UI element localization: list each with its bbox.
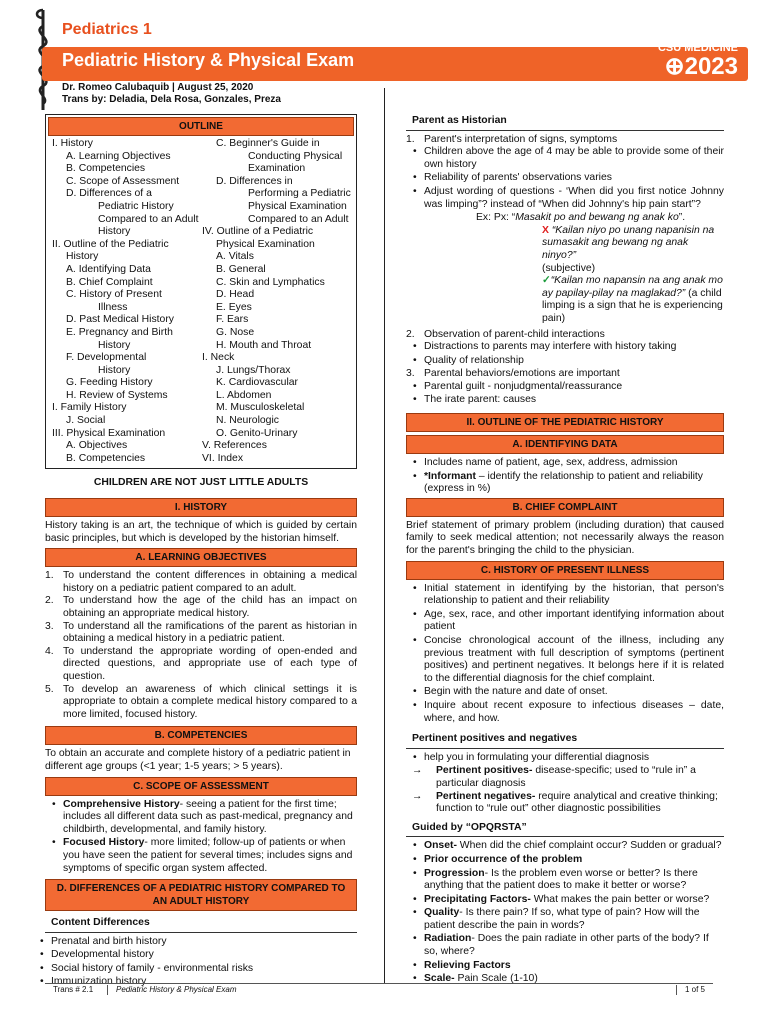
outline-item: Physical Examination — [248, 200, 347, 212]
outline-item: O. Genito-Urinary — [216, 427, 298, 439]
outline-title: OUTLINE — [48, 117, 354, 136]
competencies-heading: B. COMPETENCIES — [45, 726, 357, 745]
list-item: • Scale- Pain Scale (1-10) — [406, 973, 724, 986]
list-item: • Includes name of patient, age, sex, address, admission — [406, 457, 724, 470]
outline-item: H. Review of Systems — [66, 389, 168, 401]
outline-item: B. General — [216, 263, 266, 275]
outline-item: A. Objectives — [66, 440, 128, 452]
outline-item: D. Head — [216, 289, 255, 301]
pediatric-history-outline-heading: II. OUTLINE OF THE PEDIATRIC HISTORY — [406, 413, 724, 432]
outline-item: Performing a Pediatric — [248, 188, 351, 200]
list-item: 1. To understand the content differences in obtaining a medical history on a pediatric patient compared to an adult. — [45, 570, 357, 594]
outline-item: L. Abdomen — [216, 389, 272, 401]
list-item: • *Informant – identify the relationship to patient and reliability (express in %) — [406, 471, 724, 496]
outline-item: G. Feeding History — [66, 377, 153, 389]
outline-item: Conducting Physical — [248, 150, 343, 162]
outline-item: History — [98, 339, 131, 351]
opqrsta-list — [406, 840, 724, 986]
outline-item: C. History of Present — [66, 289, 162, 301]
list-item: • Quality- Is there pain? If so, what type of pain? How will the patient describe the pain in words? — [406, 907, 724, 932]
outline-item: K. Cardiovascular — [216, 377, 299, 389]
page-footer — [45, 983, 713, 995]
outline-item: I. Neck — [202, 352, 235, 364]
tagline: CHILDREN ARE NOT JUST LITTLE ADULTS — [93, 477, 309, 489]
outline-item: F. Developmental — [66, 352, 147, 364]
competencies-text: To obtain an accurate and complete history of a pediatric patient in different age groups (<1 year; 1-5 years; > 5 years). — [45, 748, 351, 772]
column-divider — [384, 88, 385, 984]
differences-list — [33, 936, 357, 989]
list-item: • Initial statement in identifying by the historian, that person's relationship to patient and their reliability — [406, 583, 724, 608]
outline-item: D. Differences of a — [66, 188, 152, 200]
outline-item: D. Differences in — [216, 175, 293, 187]
outline-item: F. Ears — [216, 314, 249, 326]
arrow-icon: → — [412, 790, 423, 802]
list-item: • Comprehensive History- seeing a patient for the first time; includes all different data such as past-medical, pregnancy and childbirth, developmental, and family history. — [45, 799, 357, 837]
left-column — [45, 114, 357, 990]
page-number: 1 of 5 — [676, 985, 705, 995]
identifying-data-heading: A. IDENTIFYING DATA — [406, 435, 724, 454]
list-item: • Begin with the nature and date of onset. — [406, 686, 724, 699]
history-heading: I. HISTORY — [45, 498, 357, 517]
check-icon: ✓ — [542, 275, 551, 287]
author-line: Dr. Romeo Calubaquib | August 25, 2020 — [62, 82, 254, 93]
outline-item: History — [98, 364, 131, 376]
list-item: • Progression- Is the problem even worse or better? Is there anything that the patient does to make it better or worse? — [406, 868, 724, 893]
scope-list — [45, 799, 357, 876]
outline-right — [202, 138, 352, 465]
outline-item: Compared to an Adult — [248, 213, 349, 225]
objectives-list — [45, 570, 357, 721]
outline-item: Compared to an Adult — [98, 213, 199, 225]
outline-box — [45, 114, 357, 469]
outline-item: D. Past Medical History — [66, 314, 174, 326]
pertinent-heading: Pertinent positives and negatives — [412, 733, 578, 745]
page-title: Pediatric History & Physical Exam — [62, 50, 355, 70]
outline-item: C. Scope of Assessment — [66, 175, 180, 187]
outline-item: G. Nose — [216, 326, 255, 338]
list-item: 3. Parental behaviors/emotions are important — [406, 368, 620, 380]
list-item: → Pertinent positives- disease-specific; used to “rule in” a particular diagnosis — [412, 765, 696, 789]
outline-item: J. Social — [66, 415, 106, 427]
outline-item: III. Physical Examination — [52, 427, 166, 439]
parent-historian-heading: Parent as Historian — [412, 115, 507, 126]
list-item: • help you in formulating your differential diagnosis — [406, 752, 724, 765]
outline-item: C. Beginner's Guide in — [216, 138, 320, 149]
list-item: • Concise chronological account of the illness, including any previous treatment with full description of symptoms (pertinent positives) and pertinent negatives. It belongs here if it is related to the differential diagnosis for the chief complaint. — [406, 635, 724, 685]
chief-complaint-text: Brief statement of primary problem (including duration) that caused family to seek medical attention; not necessarily always the reason for the parent's bringing the child to the physician. — [406, 519, 724, 557]
list-item: • Radiation- Does the pain radiate in other parts of the body? If so, where? — [406, 933, 724, 958]
outline-item: Physical Examination — [216, 238, 315, 250]
outline-item: History — [98, 226, 131, 238]
list-item: • The irate parent: causes — [406, 394, 724, 407]
school-logo — [658, 43, 738, 79]
outline-left — [52, 138, 202, 465]
history-intro: History taking is an art, the technique of which is guided by certain basic principles, but which is developed by the historian himself. — [45, 520, 357, 544]
outline-item: J. Lungs/Thorax — [216, 364, 291, 376]
chief-complaint-heading: B. CHIEF COMPLAINT — [406, 498, 724, 517]
list-item: 4. To understand the appropriate wording of open-ended and directed questions, and appropriate use of each type of question. — [45, 645, 357, 682]
list-item: → Pertinent negatives- require analytical and creative thinking; function to “rule out” other diagnostic possibilities — [412, 790, 718, 815]
outline-item: I. Family History — [52, 402, 127, 414]
list-item: • Prenatal and birth history — [33, 936, 357, 949]
list-item: • Relieving Factors — [406, 960, 724, 973]
list-item: • Immunization history — [33, 976, 357, 989]
list-item: 3. To understand all the ramifications of the parent as historian in obtaining a medical history in a pediatric patient. — [45, 620, 357, 645]
outline-item: E. Eyes — [216, 301, 252, 313]
outline-item: B. Chief Complaint — [66, 276, 153, 288]
course-brand: Pediatrics 1 — [62, 21, 152, 38]
outline-item: II. Outline of the Pediatric — [52, 238, 169, 250]
learning-objectives-heading: A. LEARNING OBJECTIVES — [45, 548, 357, 567]
list-item: • Age, sex, race, and other important identifying information about patient — [406, 609, 724, 634]
school-name: CSU MEDICINE — [657, 42, 738, 54]
outline-item: E. Pregnancy and Birth — [66, 326, 173, 338]
present-illness-heading: C. HISTORY OF PRESENT ILLNESS — [406, 561, 724, 580]
list-item: • Developmental history — [33, 949, 357, 962]
opqrsta-heading: Guided by “OPQRSTA” — [412, 821, 527, 833]
list-item: 2. Observation of parent-child interactions — [406, 328, 605, 340]
outline-item: B. Competencies — [66, 163, 146, 175]
footer-topic: Pediatric History & Physical Exam — [107, 985, 236, 995]
list-item: 2. To understand how the age of the child has an impact on obtaining an appropriate medical history. — [45, 595, 357, 619]
list-item: • Quality of relationship — [406, 355, 724, 368]
outline-item: B. Competencies — [66, 452, 146, 464]
content-differences-label: Content Differences — [51, 917, 150, 929]
outline-item: M. Musculoskeletal — [216, 402, 305, 414]
list-item: 5. To develop an awareness of which clinical settings it is appropriate to obtain a complete medical history compared to a more limited, focused history. — [45, 683, 357, 720]
plus-icon: ⊕ — [664, 53, 685, 80]
list-item: 1. Parent's interpretation of signs, symptoms — [406, 133, 618, 145]
list-item: • Reliability of parents' observations varies — [406, 172, 724, 185]
outline-item: A. Vitals — [216, 251, 254, 263]
author-block — [62, 82, 281, 106]
batch-year: 2023 — [684, 53, 738, 80]
list-item: • Distractions to parents may interfere with history taking — [406, 341, 724, 354]
right-column — [406, 115, 724, 987]
list-item: • Social history of family - environmental risks — [33, 963, 357, 976]
trans-by-line: Trans by: Deladia, Dela Rosa, Gonzales, Preza — [62, 94, 281, 105]
outline-item: Examination — [248, 163, 306, 175]
trans-number: Trans # 2.1 — [53, 985, 94, 994]
outline-item: N. Neurologic — [216, 415, 279, 427]
outline-item: History — [66, 251, 99, 263]
outline-item: I. History — [52, 138, 93, 149]
scope-heading: C. SCOPE OF ASSESSMENT — [45, 777, 357, 796]
list-item: • Children above the age of 4 may be able to provide some of their own history — [406, 146, 724, 171]
differences-heading: D. DIFFERENCES OF A PEDIATRIC HISTORY COMPARED TO AN ADULT HISTORY — [45, 879, 357, 911]
list-item: • Onset- When did the chief complaint occur? Sudden or gradual? — [406, 840, 724, 853]
list-item: • Inquire about recent exposure to infectious diseases – date, where, and how. — [406, 700, 724, 725]
list-item: • Precipitating Factors- What makes the pain better or worse? — [406, 894, 724, 907]
outline-item: A. Learning Objectives — [66, 150, 171, 162]
title-banner — [42, 42, 748, 81]
outline-item: Illness — [98, 301, 128, 313]
example-line: Ex: Px: “Masakit po and bewang ng anak ko”. — [476, 212, 686, 224]
outline-item: H. Mouth and Throat — [216, 339, 312, 351]
outline-item: VI. Index — [202, 452, 244, 464]
outline-item: V. References — [202, 440, 267, 452]
outline-item: C. Skin and Lymphatics — [216, 276, 325, 288]
outline-item: IV. Outline of a Pediatric — [202, 226, 314, 238]
list-item: • Focused History- more limited; follow-up of patients or when you have seen the patient for several times; includes signs and symptoms of specific organ system affected. — [45, 837, 357, 875]
correct-example: ✓“Kailan mo napansin na ang anak mo ay papilay-pilay na maglakad?” (a child limping is a sign that he is experiencing pain) — [542, 275, 723, 324]
cross-icon: X — [542, 224, 549, 236]
outline-item: Pediatric History — [98, 200, 174, 212]
list-item: • Parental guilt - nonjudgmental/reassurance — [406, 381, 724, 394]
list-item: • Adjust wording of questions - ‘When did you first notice Johnny was limping”? instead of “When did Johnny's hip pain start”? — [406, 186, 724, 211]
list-item: • Prior occurrence of the problem — [406, 854, 724, 867]
incorrect-example: X “Kailan niyo po unang napanisin na sumasakit ang bewang ng anak ninyo?” (subjective) — [542, 224, 715, 274]
outline-item: A. Identifying Data — [66, 263, 151, 275]
arrow-icon: → — [412, 765, 423, 777]
